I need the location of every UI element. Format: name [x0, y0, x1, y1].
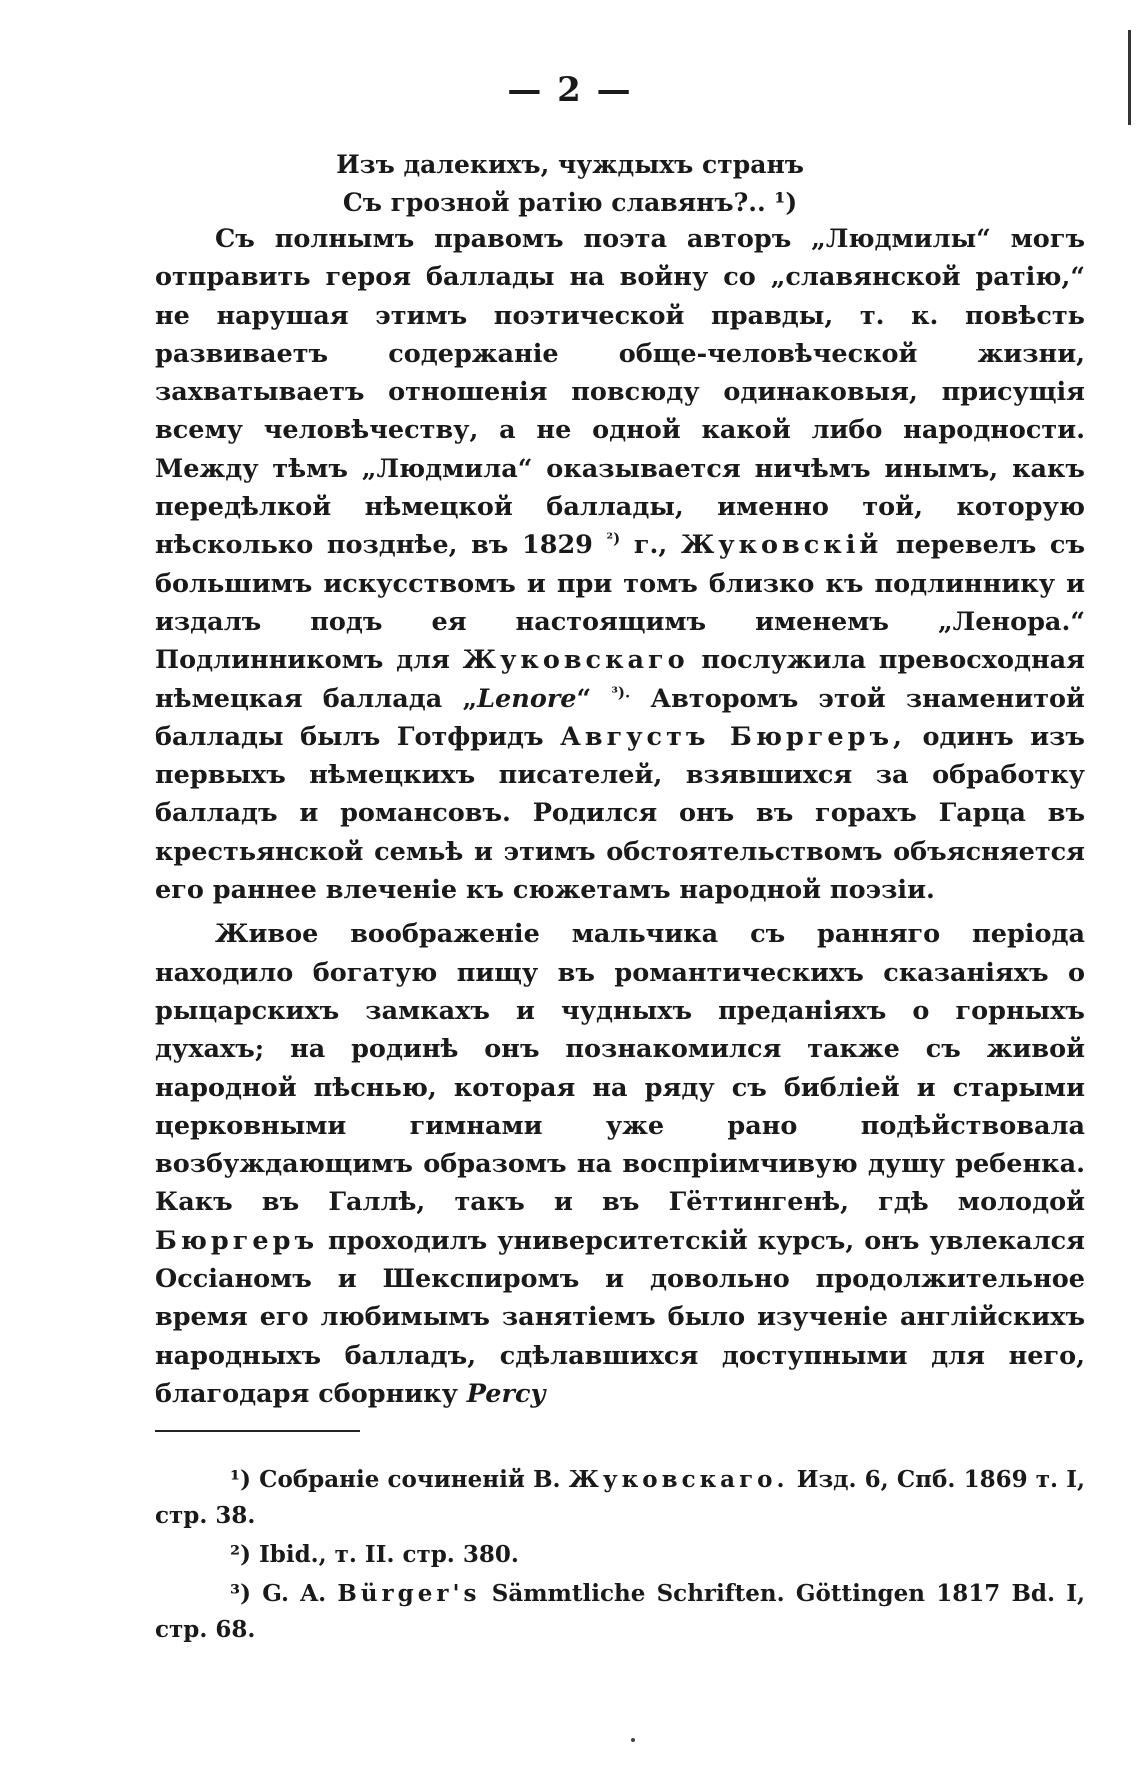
footnote-3-text-1: G. A.: [262, 1580, 327, 1607]
footnote-3-mark: ³): [230, 1580, 251, 1607]
footnote-separator: [155, 1430, 360, 1432]
footnote-1-name: Жуковскаго.: [568, 1466, 789, 1493]
epigraph-line-2-text: Съ грозной ратію славянъ?..: [342, 188, 766, 217]
p1-text-5: “: [576, 683, 592, 714]
footnote-1-mark: ¹): [230, 1466, 251, 1493]
p1-text-1: Съ полнымъ правомъ поэта авторъ „Людмилы“ могъ отправить героя баллады на войну со „славянской ратію,“ не нарушая этимъ поэтической правды, т. к. повѣсть развиваетъ содержаніе обще-человѣческой жизни, захватываетъ отношенія повсюду одинаковыя, присущія всему человѣчеству, а не одной какой либо народности. Между тѣмъ „Людмила“ оказывается ничѣмъ инымъ, какъ передѣлкой нѣмецкой баллады, именно той, которую нѣсколько позднѣе, въ 1829: [155, 224, 1085, 561]
footnote-1: [155, 1462, 1085, 1534]
name-august-burger: Августъ Бюргеръ,: [560, 721, 906, 752]
p1-text-7: одинъ изъ первыхъ нѣмецкихъ писателей, взявшихся за обработку балладъ и романсовъ. Родился онъ въ горахъ Гарца въ крестьянской семьѣ и этимъ обстоятельствомъ объясняется его раннее влеченіе къ сюжетамъ народной поэзіи.: [155, 721, 1085, 906]
footnote-3-text-2: Sämmtliche Schriften. Göttingen 1817 Bd. I, стр. 68.: [155, 1580, 1085, 1643]
footnote-2: [155, 1537, 1085, 1573]
name-percy: Percy: [466, 1378, 546, 1409]
footnote-2-text-1: Ibid., т. II. стр. 380.: [258, 1541, 519, 1568]
name-burger: Бюргеръ: [155, 1225, 319, 1256]
scan-speck: [631, 1738, 635, 1742]
p1-text-3: перевелъ съ большимъ искусствомъ и при томъ близко къ подлиннику и издалъ подъ ея настоящимъ именемъ „Ленора.“ Подлинникомъ для: [155, 530, 1086, 676]
name-zhukovskago: Жуковскаго: [462, 645, 689, 676]
footnotes: [155, 1462, 1085, 1648]
epigraph: [0, 146, 1140, 222]
paragraph-2: [155, 915, 1085, 1413]
name-zhukovsky: Жуковскій: [680, 530, 883, 561]
footnote-ref-2: ²): [606, 529, 621, 548]
page-number: — 2 —: [507, 70, 633, 110]
footnote-2-mark: ²): [230, 1541, 251, 1568]
epigraph-line-1: Изъ далекихъ, чуждыхъ странъ: [336, 150, 804, 179]
p1-text-2: г.,: [633, 530, 668, 561]
footnote-ref-3: ³).: [611, 683, 631, 702]
footnote-1-text-2: Изд. 6, Спб. 1869 т. I, стр. 38.: [155, 1466, 1085, 1529]
epigraph-line-2: [0, 184, 1140, 222]
body-text: [155, 220, 1085, 1413]
p1-text-4: послужила превосходная нѣмецкая баллада „: [155, 645, 1086, 714]
p2-text-1: Живое воображеніе мальчика съ ранняго періода находило богатую пищу въ романтическихъ сказаніяхъ о рыцарскихъ замкахъ и чудныхъ преданіяхъ о горныхъ духахъ; на родинѣ онъ познакомился также съ живой народной пѣснью, которая на ряду съ библіей и старыми церковными гимнами уже рано подѣйствовала возбуждающимъ образомъ на воспріимчивую душу ребенка. Какъ въ Галлѣ, такъ и въ Гёттингенѣ, гдѣ молодой: [155, 919, 1085, 1218]
p2-text-2: проходилъ университетскій курсъ, онъ увлекался Оссіаномъ и Шекспиромъ и довольно продолжительное время его любимымъ занятіемъ было изученіе англійскихъ народныхъ балладъ, сдѣлавшихся доступными для него, благодаря сборнику: [155, 1225, 1085, 1409]
paragraph-1: [155, 220, 1085, 909]
epigraph-footnote-ref: ¹): [774, 188, 798, 217]
p1-text-6: Авторомъ этой знаменитой баллады былъ Готфридъ: [155, 683, 1085, 752]
footnote-1-text-1: Собраніе сочиненій В.: [259, 1466, 561, 1493]
title-lenore: Lenore: [477, 683, 577, 714]
footnote-3-name: Bürger's: [337, 1580, 481, 1607]
footnote-3: [155, 1576, 1085, 1648]
